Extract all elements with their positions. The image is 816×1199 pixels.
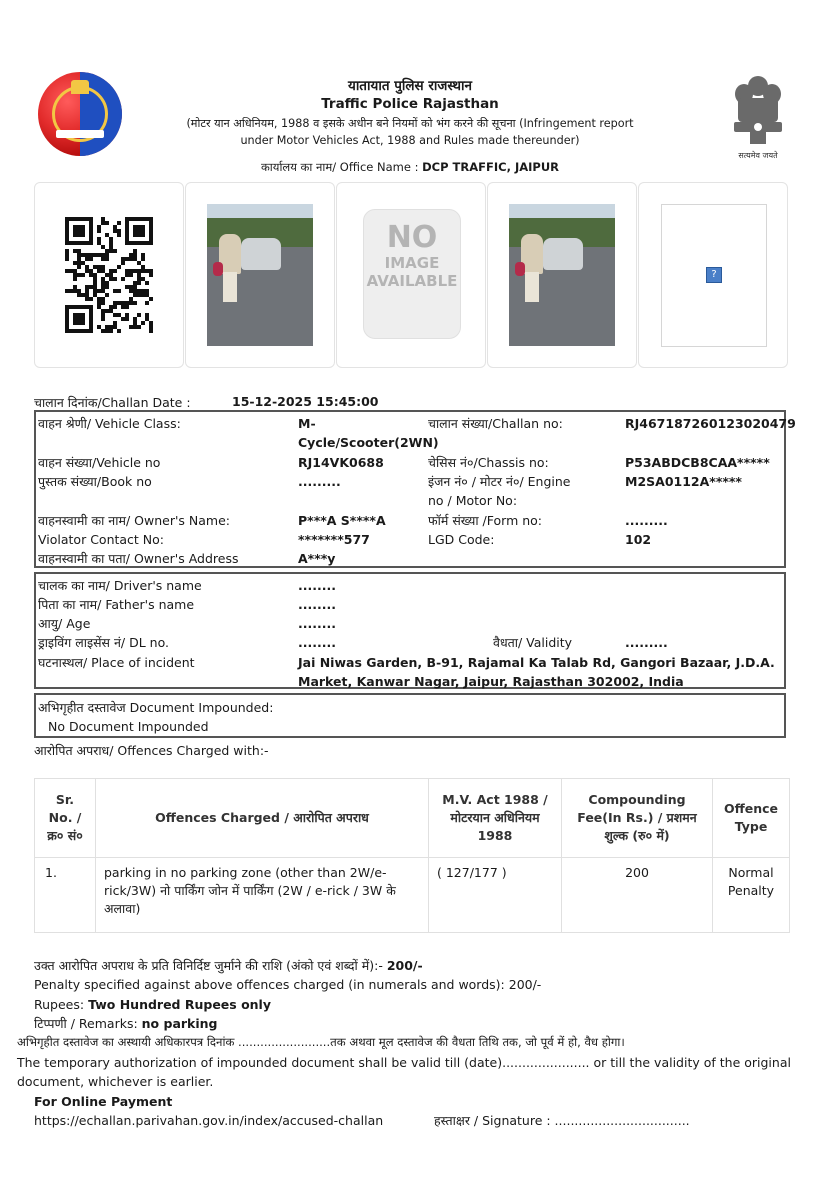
lgd-code-label: LGD Code: bbox=[428, 532, 495, 547]
no-image-placeholder: NO IMAGE AVAILABLE bbox=[363, 209, 461, 339]
book-no-value: ......... bbox=[298, 474, 341, 489]
row-offence: parking in no parking zone (other than 2W/e-rick/3W) नो पार्किंग जोन में पार्किंग (2W / e-rick / 3W के अलावा) bbox=[96, 858, 429, 933]
owner-address-label: वाहनस्वामी का पता/ Owner's Address bbox=[38, 551, 239, 566]
qr-code-icon bbox=[65, 216, 153, 334]
owner-name-label: वाहनस्वामी का नाम/ Owner's Name: bbox=[38, 513, 230, 528]
dl-no-value: ........ bbox=[298, 635, 336, 650]
header-title-hindi: यातायात पुलिस राजस्थान bbox=[347, 78, 472, 94]
challan-date-label: चालान दिनांक/Challan Date : bbox=[34, 395, 191, 410]
national-emblem-icon bbox=[728, 68, 788, 160]
row-type: Normal Penalty bbox=[713, 858, 790, 933]
remarks: टिप्पणी / Remarks: no parking bbox=[34, 1016, 218, 1031]
validity-label: वैधता/ Validity bbox=[493, 635, 573, 650]
driver-name-label: चालक का नाम/ Driver's name bbox=[38, 578, 202, 593]
emblem-caption: सत्यमेव जयते bbox=[738, 151, 778, 160]
col-sr-no: Sr. No. / क्र० सं० bbox=[35, 779, 96, 858]
penalty-english: Penalty specified against above offences charged (in numerals and words): 200/- bbox=[34, 977, 542, 992]
qr-code-card bbox=[34, 182, 184, 368]
rajasthan-police-logo bbox=[38, 72, 122, 156]
broken-image-icon: ? bbox=[706, 267, 722, 283]
offences-table bbox=[34, 778, 790, 933]
penalty-hindi: उक्त आरोपित अपराध के प्रति विनिर्दिष्ट जुर्माने की राशि (अंको एवं शब्दों में):- 200/- bbox=[34, 958, 423, 973]
father-name-value: ........ bbox=[298, 597, 336, 612]
form-no-label: फॉर्म संख्या /Form no: bbox=[428, 513, 543, 528]
temp-authorization-english-2: document, whichever is earlier. bbox=[17, 1074, 214, 1089]
row-fee: 200 bbox=[562, 858, 713, 933]
evidence-photo-card-1[interactable] bbox=[185, 182, 335, 368]
broken-image-card bbox=[638, 182, 788, 368]
place-label: घटनास्थल/ Place of incident bbox=[38, 655, 195, 670]
office-name: कार्यालय का नाम/ Office Name : DCP TRAFFIC, JAIPUR bbox=[260, 160, 560, 174]
temp-authorization-hindi: अभिगृहीत दस्तावेज का अस्थायी अधिकारपत्र दिनांक .........................तक अथवा मूल दस्तावेज की वैधता तिथि तक, जो पूर्व में हो, वैध होगा। bbox=[17, 1035, 625, 1049]
evidence-photo-card-2[interactable] bbox=[487, 182, 637, 368]
book-no-label: पुस्तक संख्या/Book no bbox=[38, 474, 152, 489]
vehicle-no-label: वाहन संख्या/Vehicle no bbox=[38, 455, 161, 470]
owner-name-value: P***A S****A bbox=[298, 513, 386, 528]
col-offence-type: Offence Type bbox=[713, 779, 790, 858]
age-label: आयु/ Age bbox=[38, 616, 91, 631]
engine-value: M2SA0112A***** bbox=[625, 474, 742, 489]
dl-no-label: ड्राइविंग लाइसेंस नं/ DL no. bbox=[38, 635, 169, 650]
row-sr: 1. bbox=[35, 858, 96, 933]
temp-authorization-english-1: The temporary authorization of impounded document shall be valid till (date)...................... or till the validity of the original bbox=[17, 1055, 791, 1070]
challan-date-value: 15-12-2025 15:45:00 bbox=[232, 394, 379, 409]
place-value-line2: Market, Kanwar Nagar, Jaipur, Rajasthan 302002, India bbox=[298, 674, 684, 689]
vehicle-class-label: वाहन श्रेणी/ Vehicle Class: bbox=[38, 416, 181, 431]
col-fee: Compounding Fee(In Rs.) / प्रशमन शुल्क (रु० में) bbox=[562, 779, 713, 858]
offences-heading: आरोपित अपराध/ Offences Charged with:- bbox=[34, 743, 269, 758]
engine-label-2: no / Motor No: bbox=[428, 493, 518, 508]
broken-image bbox=[661, 204, 767, 347]
vehicle-class-value-2: Cycle/Scooter(2WN) bbox=[298, 435, 439, 450]
chassis-value: P53ABDCB8CAA***** bbox=[625, 455, 770, 470]
header-subtitle: (मोटर यान अधिनियम, 1988 व इसके अधीन बने नियमों को भंग करने की सूचना (Infringement report under Motor Vehicles Act, 1988 and Rules made thereunder) bbox=[186, 117, 634, 147]
rupees-in-words: Rupees: Two Hundred Rupees only bbox=[34, 997, 271, 1012]
challan-no-label: चालान संख्या/Challan no: bbox=[428, 416, 563, 431]
form-no-value: ......... bbox=[625, 513, 668, 528]
vehicle-class-value-1: M- bbox=[298, 416, 316, 431]
row-act: ( 127/177 ) bbox=[429, 858, 562, 933]
header-title-english: Traffic Police Rajasthan bbox=[321, 96, 499, 112]
place-value-line1: Jai Niwas Garden, B-91, Rajamal Ka Talab Rd, Gangori Bazaar, J.D.A. bbox=[298, 655, 775, 670]
father-name-label: पिता का नाम/ Father's name bbox=[38, 597, 195, 612]
contact-label: Violator Contact No: bbox=[38, 532, 165, 547]
lgd-code-value: 102 bbox=[625, 532, 652, 547]
evidence-photo-2[interactable] bbox=[509, 204, 615, 346]
impound-value: No Document Impounded bbox=[48, 719, 209, 734]
offences-header-row bbox=[35, 779, 790, 858]
col-mv-act: M.V. Act 1988 / मोटरयान अधिनियम 1988 bbox=[429, 779, 562, 858]
signature-line: हस्ताक्षर / Signature : .................................. bbox=[434, 1113, 690, 1128]
evidence-photo-1[interactable] bbox=[207, 204, 313, 346]
no-image-card bbox=[336, 182, 486, 368]
age-value: ........ bbox=[298, 616, 336, 631]
online-payment-link[interactable]: https://echallan.parivahan.gov.in/index/accused-challan bbox=[34, 1113, 384, 1128]
challan-no-value: RJ467187260123020479 bbox=[625, 416, 796, 431]
chassis-label: चेसिस नं०/Chassis no: bbox=[428, 455, 549, 470]
contact-value: *******577 bbox=[298, 532, 370, 547]
driver-name-value: ........ bbox=[298, 578, 336, 593]
vehicle-no-value: RJ14VK0688 bbox=[298, 455, 384, 470]
engine-label-1: इंजन नं० / मोटर नं०/ Engine bbox=[428, 474, 571, 489]
owner-address-value: A***y bbox=[298, 551, 336, 566]
validity-value: ......... bbox=[625, 635, 668, 650]
impound-label: अभिगृहीत दस्तावेज Document Impounded: bbox=[38, 700, 274, 715]
online-payment-label: For Online Payment bbox=[34, 1094, 173, 1109]
table-row bbox=[35, 858, 790, 933]
col-offence: Offences Charged / आरोपित अपराध bbox=[96, 779, 429, 858]
